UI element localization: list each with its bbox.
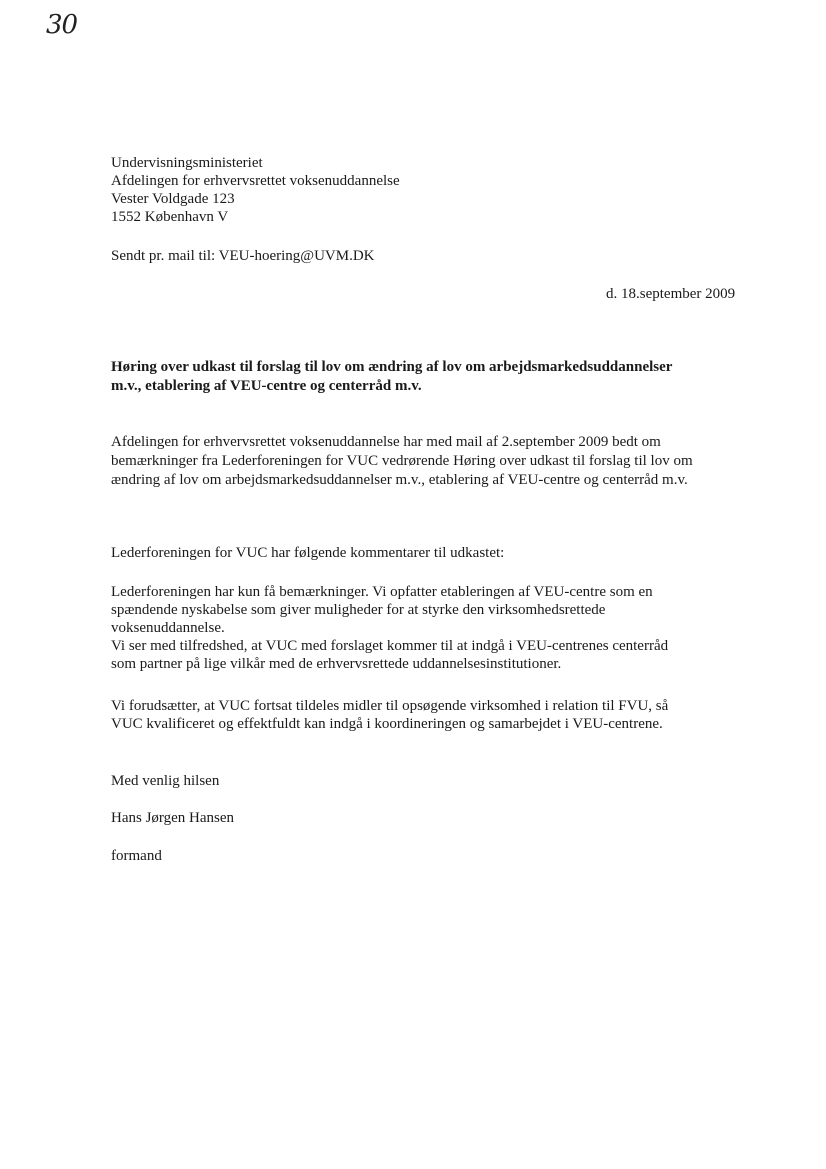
address-line: Vester Voldgade 123 <box>111 191 235 207</box>
sent-by-line: Sendt pr. mail til: VEU-hoering@UVM.DK <box>111 248 375 264</box>
signer-title: formand <box>111 848 162 864</box>
paragraph-line: VUC kvalificeret og effektfuldt kan indgå i koordineringen og samarbejdet i VEU-centrene. <box>111 716 663 732</box>
paragraph-line: spændende nyskabelse som giver muligheder for at styrke den virksomhedsrettede <box>111 602 606 618</box>
intro-line: ændring af lov om arbejdsmarkedsuddannelser m.v., etablering af VEU-centre og centerråd m.v. <box>111 472 688 488</box>
closing-salutation: Med venlig hilsen <box>111 773 220 789</box>
address-line: 1552 København V <box>111 209 229 225</box>
address-line: Undervisningsministeriet <box>111 155 263 171</box>
paragraph-line: Vi ser med tilfredshed, at VUC med forslaget kommer til at indgå i VEU-centrenes centerråd <box>111 638 669 654</box>
signer-name: Hans Jørgen Hansen <box>111 810 235 826</box>
comments-heading: Lederforeningen for VUC har følgende kommentarer til udkastet: <box>111 545 505 561</box>
handwritten-page-number: 30 <box>46 10 78 40</box>
intro-line: Afdelingen for erhvervsrettet voksenuddannelse har med mail af 2.september 2009 bedt om <box>111 434 661 450</box>
address-line: Afdelingen for erhvervsrettet voksenuddannelse <box>111 173 400 189</box>
recipient-address <box>111 154 400 226</box>
intro-line: bemærkninger fra Lederforeningen for VUC vedrørende Høring over udkast til forslag til lov om <box>111 453 693 469</box>
paragraph-line: Lederforeningen har kun få bemærkninger. Vi opfatter etableringen af VEU-centre som en <box>111 584 653 600</box>
subject-line: Høring over udkast til forslag til lov om ændring af lov om arbejdsmarkedsuddannelser <box>111 359 673 375</box>
letter-date: d. 18.september 2009 <box>606 286 736 302</box>
body-paragraph-2 <box>111 637 751 673</box>
body-paragraph-1 <box>111 583 751 637</box>
intro-paragraph <box>111 433 761 490</box>
paragraph-line: som partner på lige vilkår med de erhvervsrettede uddannelsesinstitutioner. <box>111 656 562 672</box>
subject-heading <box>111 358 761 396</box>
paragraph-line: voksenuddannelse. <box>111 620 225 636</box>
subject-line: m.v., etablering af VEU-centre og centerråd m.v. <box>111 378 422 394</box>
body-paragraph-3 <box>111 697 751 733</box>
paragraph-line: Vi forudsætter, at VUC fortsat tildeles midler til opsøgende virksomhed i relation til FVU, så <box>111 698 669 714</box>
